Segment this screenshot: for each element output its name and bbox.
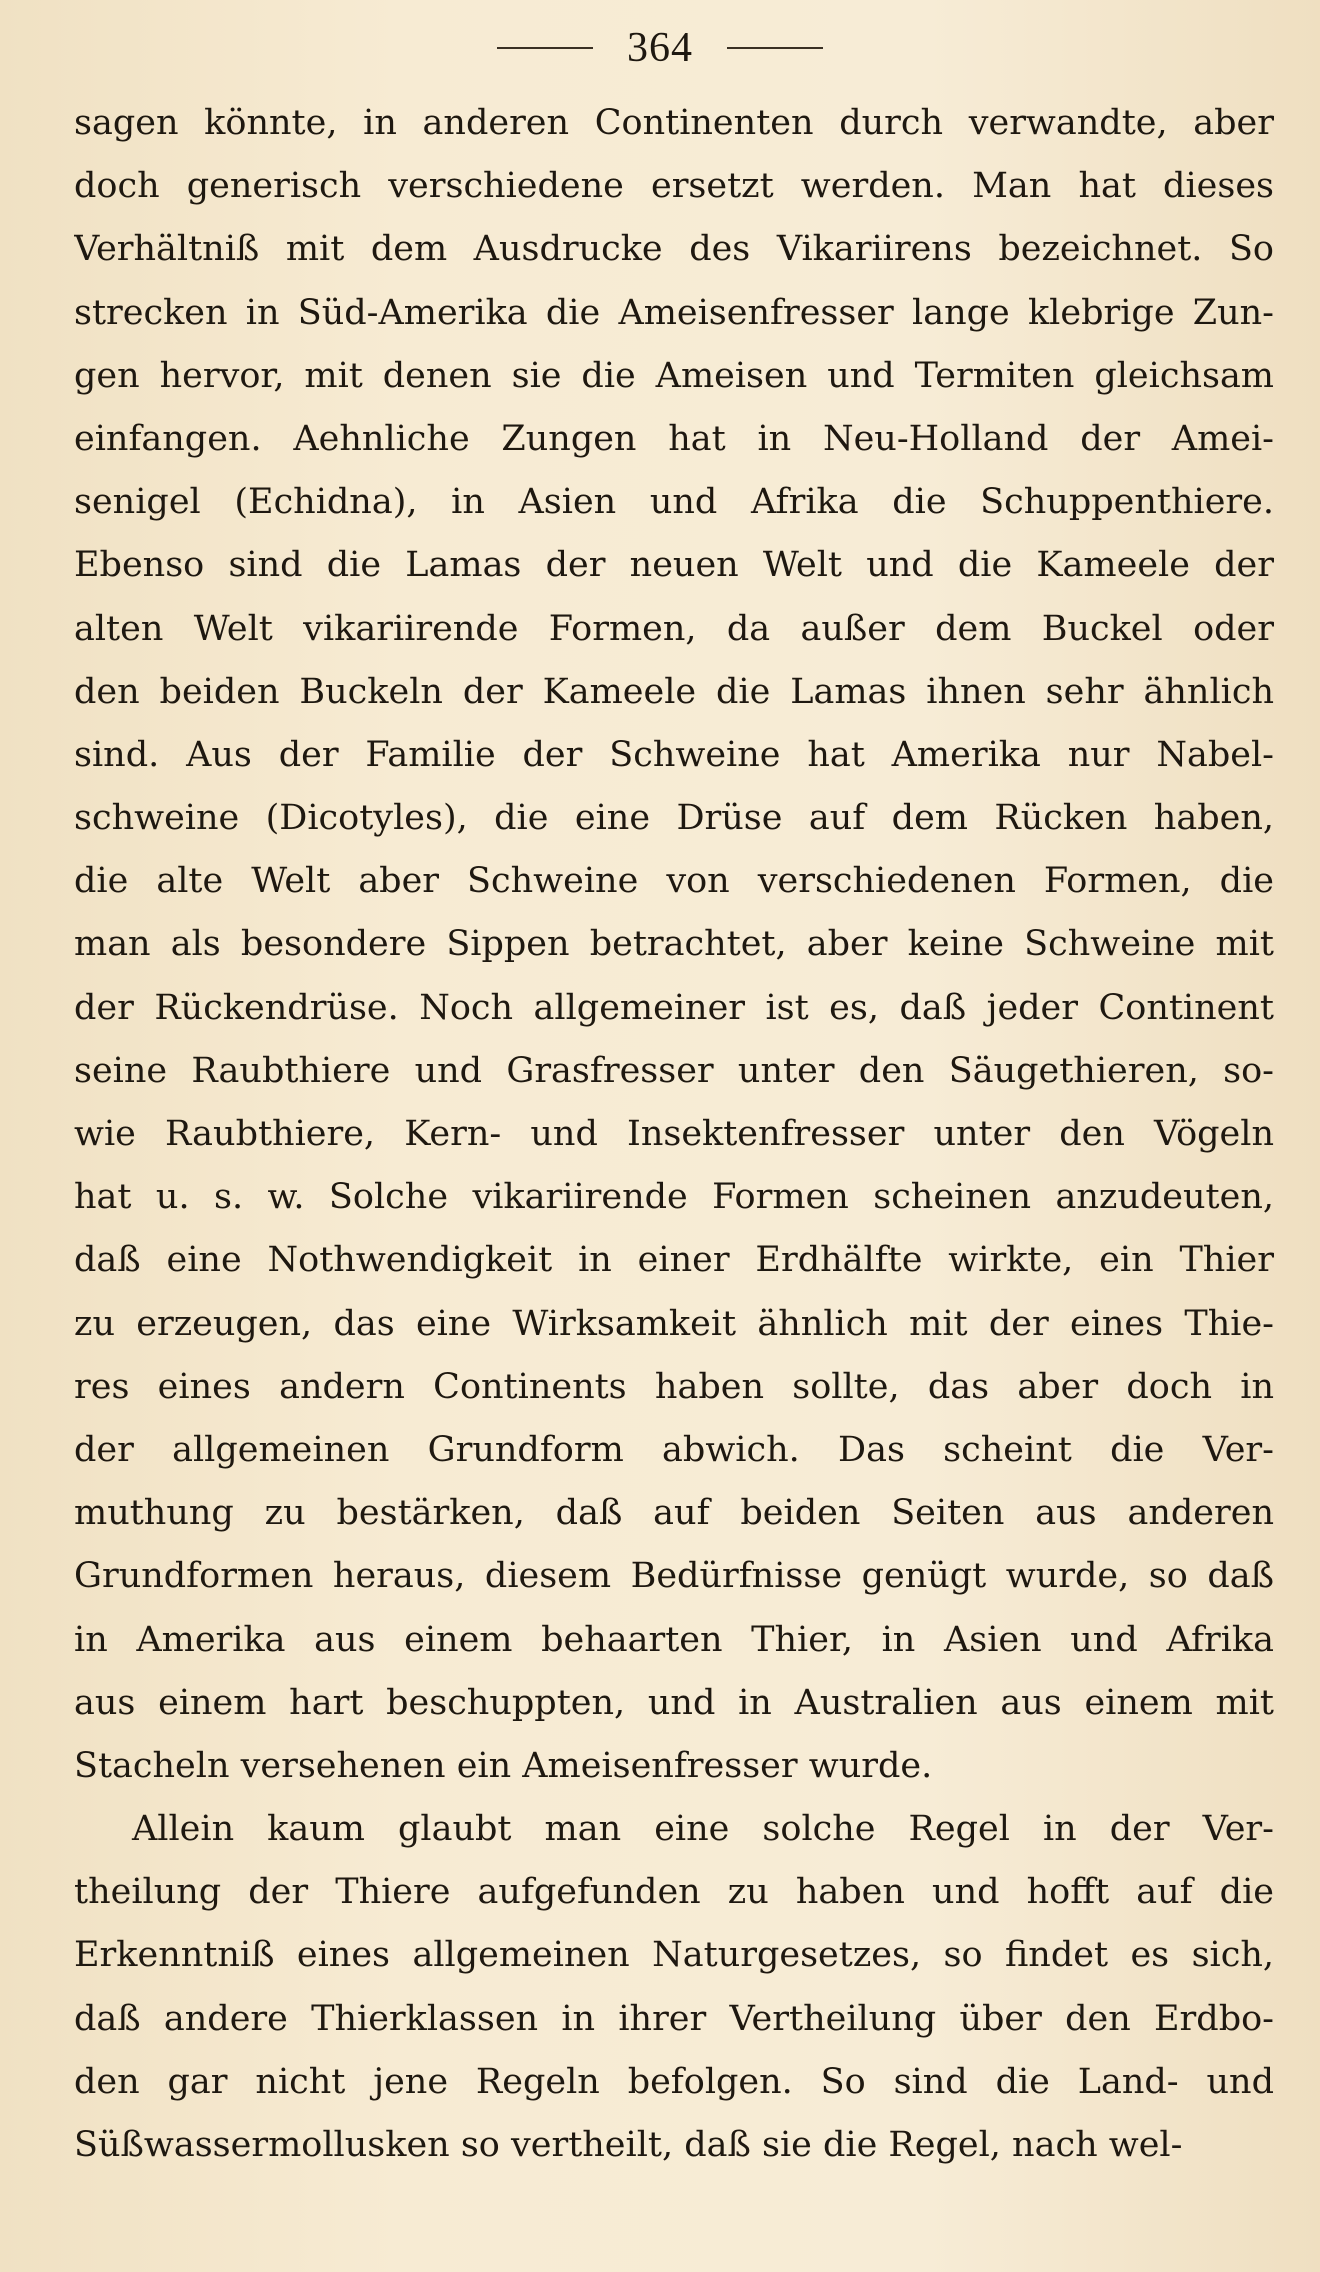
- text-line: sind. Aus der Familie der Schweine hat Amerika nur Nabel-: [74, 734, 1274, 775]
- text-line: gen hervor, mit denen sie die Ameisen und Termiten gleichsam: [74, 355, 1274, 396]
- page-header: [0, 18, 1320, 78]
- text-line: alten Welt vikariirende Formen, da außer dem Buckel oder: [74, 608, 1274, 649]
- text-line: sagen könnte, in anderen Continenten durch verwandte, aber: [74, 103, 1274, 143]
- paragraph: [74, 92, 1274, 1798]
- text-line: senigel (Echidna), in Asien und Afrika die Schuppenthiere.: [74, 482, 1274, 523]
- text-line: doch generisch verschiedene ersetzt werden. Man hat dieses: [74, 166, 1274, 207]
- text-line: seine Raubthiere und Grasfresser unter den Säugethieren, so-: [74, 1050, 1274, 1091]
- text-line: theilung der Thiere aufgefunden zu haben und hofft auf die: [74, 1872, 1274, 1913]
- body-text: [74, 92, 1274, 2177]
- text-line: daß eine Nothwendigkeit in einer Erdhälfte wirkte, ein Thier: [74, 1240, 1274, 1281]
- text-line: schweine (Dicotyles), die eine Drüse auf dem Rücken haben,: [74, 798, 1274, 839]
- text-line: strecken in Süd-Amerika die Ameisenfresser lange klebrige Zun-: [74, 292, 1274, 333]
- text-line: zu erzeugen, das eine Wirksamkeit ähnlich mit der eines Thie-: [74, 1303, 1274, 1344]
- text-line: res eines andern Continents haben sollte, das aber doch in: [74, 1366, 1274, 1407]
- text-line: Verhältniß mit dem Ausdrucke des Vikariirens bezeichnet. So: [74, 229, 1274, 270]
- header-rule-right: [727, 47, 823, 49]
- text-line: die alte Welt aber Schweine von verschiedenen Formen, die: [74, 861, 1274, 902]
- text-line: aus einem hart beschuppten, und in Australien aus einem mit: [74, 1682, 1274, 1723]
- text-line: der Rückendrüse. Noch allgemeiner ist es, daß jeder Continent: [74, 987, 1274, 1028]
- text-line: Süßwassermollusken so vertheilt, daß sie die Regel, nach wel-: [74, 2125, 1183, 2165]
- text-line: den gar nicht jene Regeln befolgen. So sind die Land- und: [74, 2061, 1274, 2102]
- text-line: Allein kaum glaubt man eine solche Regel in der Ver-: [132, 1809, 1274, 1850]
- text-line: Erkenntniß eines allgemeinen Naturgesetzes, so findet es sich,: [74, 1935, 1274, 1976]
- text-line: Stacheln versehenen ein Ameisenfresser wurde.: [74, 1745, 933, 1786]
- text-line: muthung zu bestärken, daß auf beiden Seiten aus anderen: [74, 1493, 1274, 1534]
- text-line: man als besondere Sippen betrachtet, aber keine Schweine mit: [74, 924, 1274, 965]
- text-line: der allgemeinen Grundform abwich. Das scheint die Ver-: [74, 1429, 1274, 1470]
- header-rule-left: [497, 47, 593, 49]
- text-line: Ebenso sind die Lamas der neuen Welt und die Kameele der: [74, 545, 1274, 586]
- text-line: den beiden Buckeln der Kameele die Lamas ihnen sehr ähnlich: [74, 671, 1274, 712]
- text-line: Grundformen heraus, diesem Bedürfnisse genügt wurde, so daß: [74, 1556, 1274, 1597]
- text-line: in Amerika aus einem behaarten Thier, in Asien und Afrika: [74, 1619, 1274, 1660]
- text-line: hat u. s. w. Solche vikariirende Formen scheinen anzudeuten,: [74, 1177, 1274, 1218]
- paragraph: [74, 1798, 1274, 2177]
- text-line: wie Raubthiere, Kern- und Insektenfresser unter den Vögeln: [74, 1114, 1274, 1154]
- text-line: daß andere Thierklassen in ihrer Vertheilung über den Erdbo-: [74, 1998, 1274, 2039]
- text-line: einfangen. Aehnliche Zungen hat in Neu-Holland der Amei-: [74, 418, 1274, 459]
- page-number: 364: [627, 25, 693, 71]
